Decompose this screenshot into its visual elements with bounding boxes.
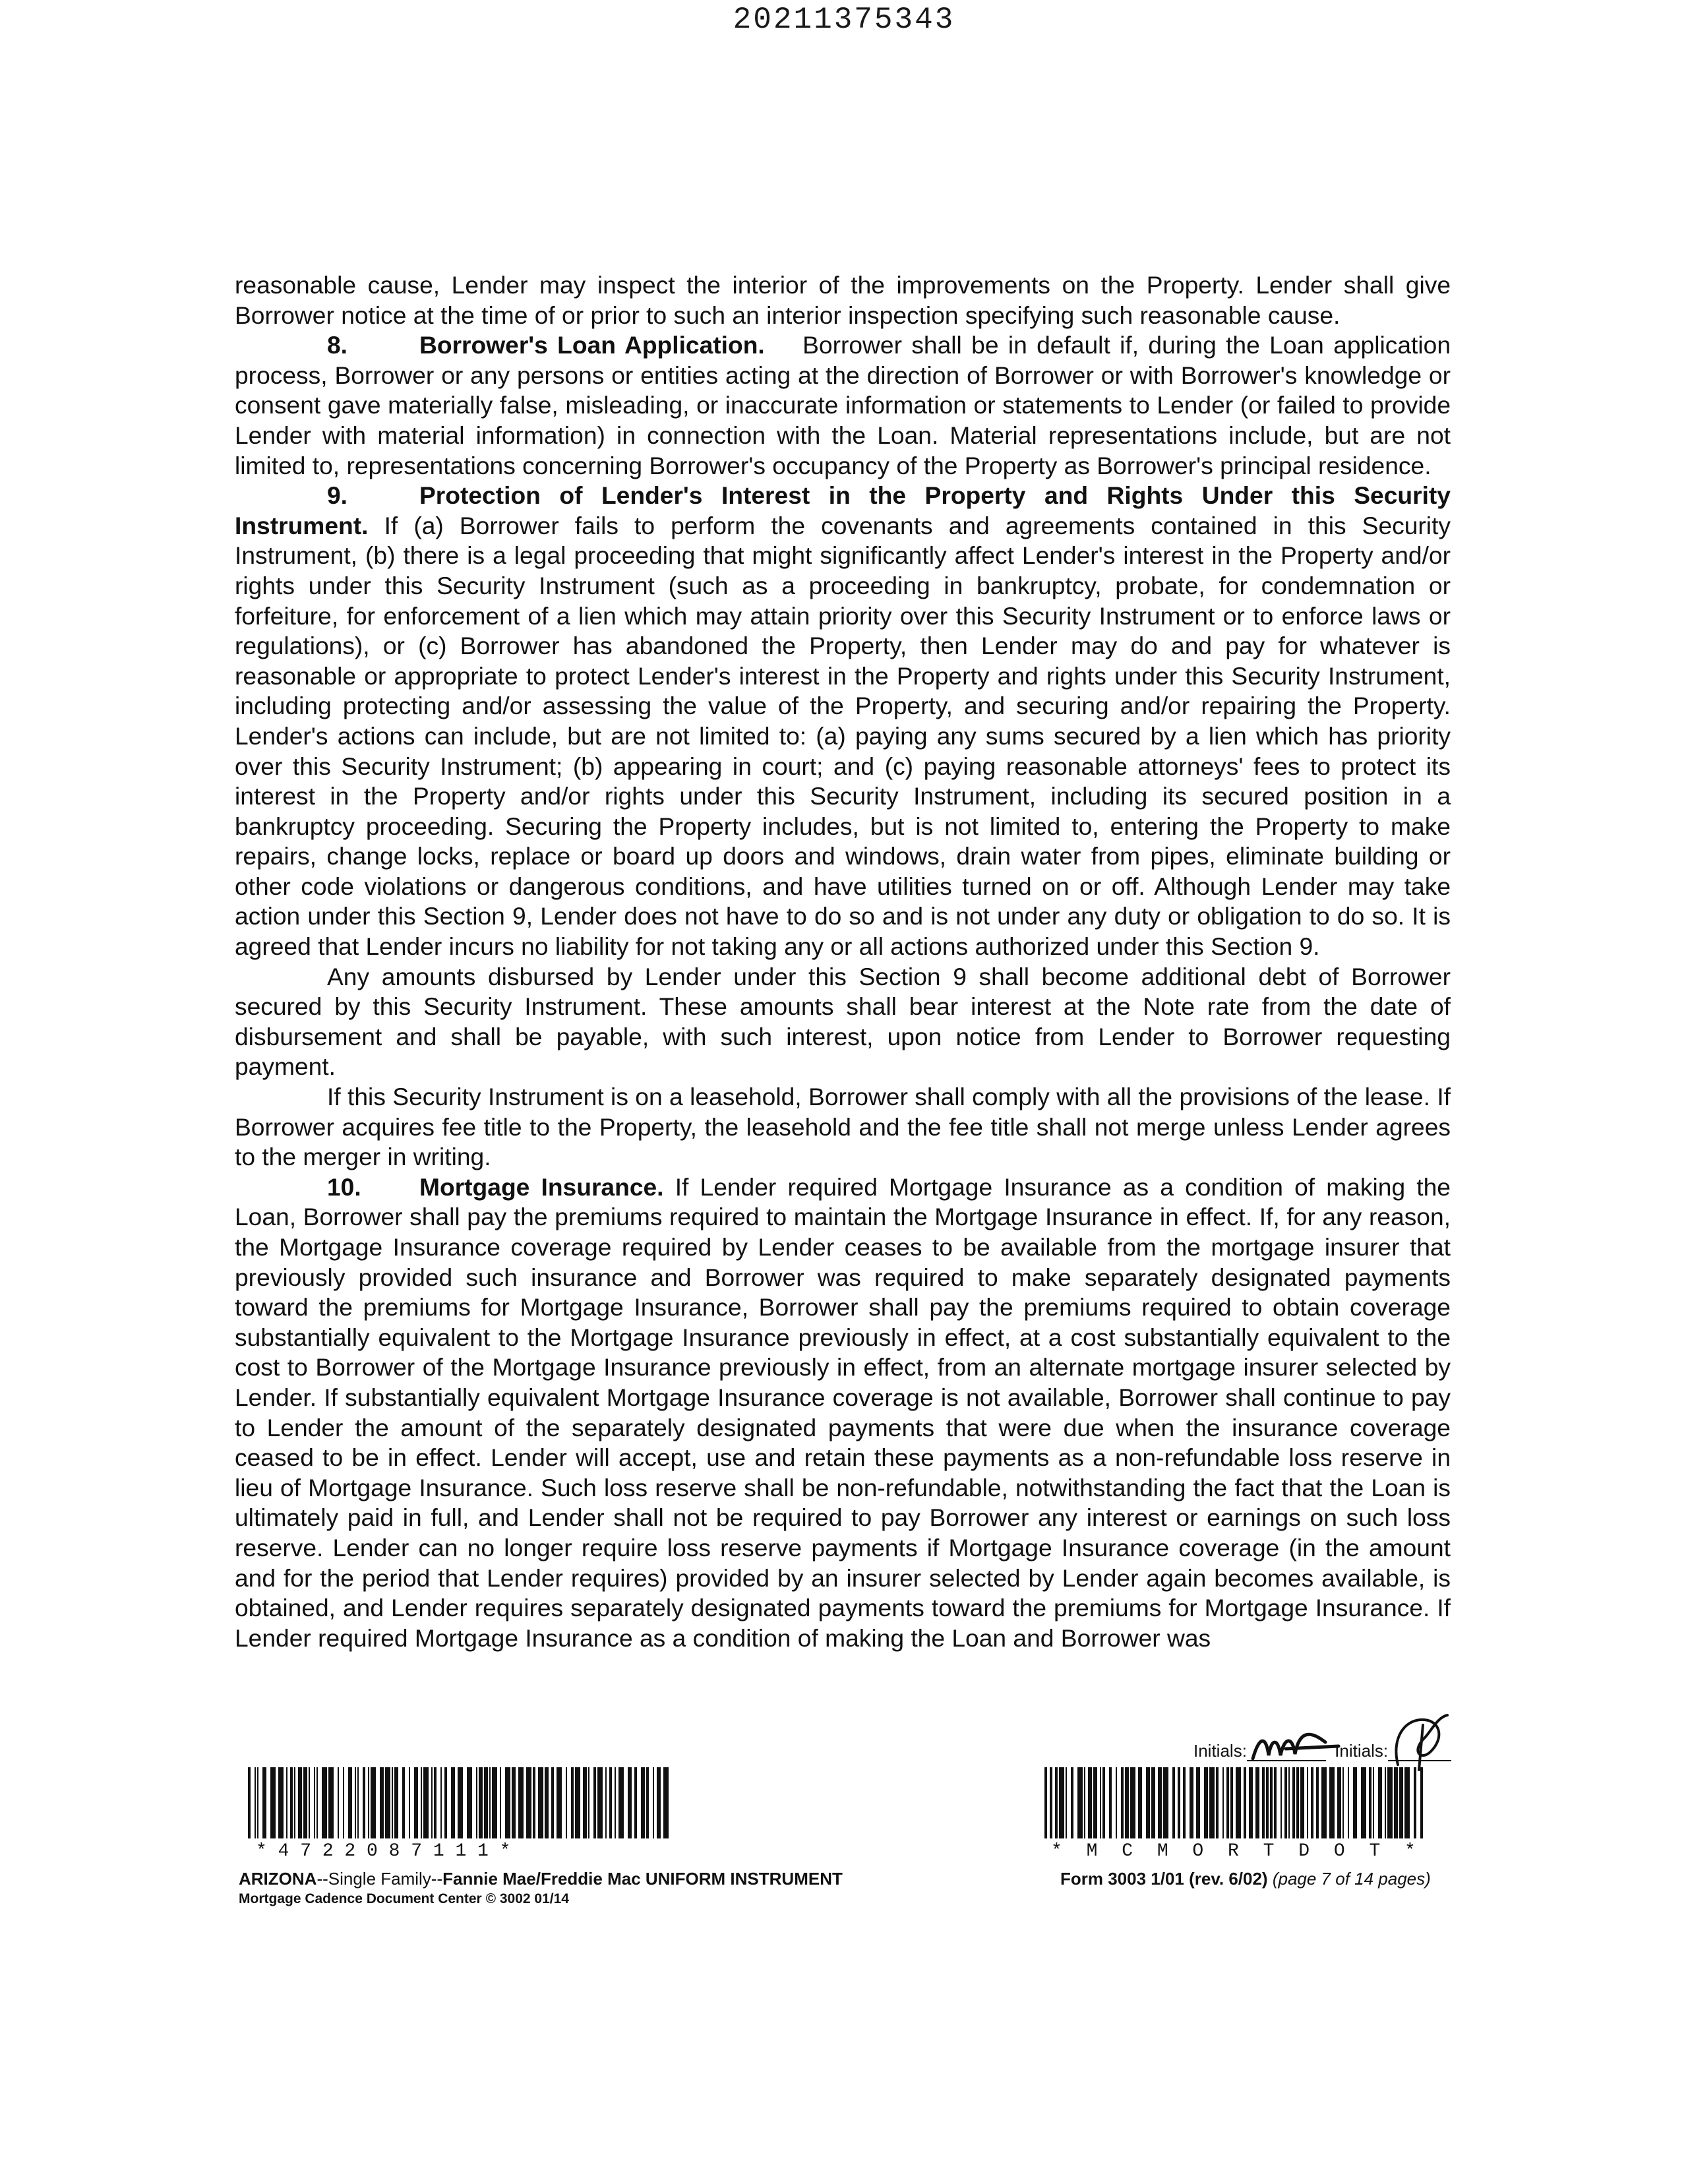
barcode-bar [1369,1767,1372,1838]
initials-label-2: Initials: [1335,1741,1389,1761]
barcode-bar [605,1767,607,1838]
barcode-bar [657,1767,661,1838]
barcode-bar [1077,1767,1083,1838]
section-9-paragraph-2: Any amounts disbursed by Lender under this Section 9 shall become additional debt of Borrower secured by this Security Instrument. These amounts shall bear interest at the Note rate from the date of disbursement and shall be payable, with such interest, upon notice from Lender to Borrower requesting payment. [235,962,1451,1081]
initials-label-1: Initials: [1193,1741,1247,1761]
barcode-bar [1050,1767,1052,1838]
footer-family: --Single Family-- [316,1869,443,1889]
barcode-bar [394,1767,398,1838]
barcode-bar [588,1767,589,1838]
section-8-text: Borrower shall be in default if, during the Loan application process, Borrower or any persons or entities acting at the direction of Borrower or with Borrower's knowledge or consent gave materially false, misleading, or inaccurate information or statements to Lender (or failed to provide Lender with material information) in connection with the Loan. Material representations include, but are not limited to, representations concerning Borrower's occupancy of the Property as Borrower's principal residence. [235,331,1451,479]
barcode-bar [1084,1767,1085,1838]
barcode-bar [458,1767,463,1838]
barcode-bar [1337,1767,1341,1838]
barcode-bar [309,1767,310,1838]
document-number: 20211375343 [733,3,955,37]
barcode-bar [1196,1767,1200,1838]
barcode-bar [1116,1767,1117,1838]
footer-form-line [1060,1869,1431,1889]
barcode-bar [1385,1767,1386,1838]
barcode-bar [663,1767,669,1838]
barcode-bar [1059,1767,1064,1838]
barcode-bar [357,1767,359,1838]
barcode-bar [1071,1767,1073,1838]
barcode-bar [355,1767,356,1838]
barcode-bar [634,1767,637,1838]
barcode-bar [505,1767,510,1838]
barcode-bar [1230,1767,1233,1838]
barcode-bar [653,1767,654,1838]
barcode-bar [545,1767,549,1838]
barcode-bar [1190,1767,1193,1838]
barcode-bar [1088,1767,1092,1838]
barcode-right [1044,1767,1430,1838]
barcode-bar [343,1767,344,1838]
barcode-bar [338,1767,339,1838]
barcode-bar [1044,1767,1047,1838]
barcode-bar [1292,1767,1295,1838]
barcode-bar [1311,1767,1313,1838]
section-8-title: Borrower's Loan Application. [419,331,765,359]
barcode-bar [1420,1767,1423,1838]
barcode-bar [538,1767,543,1838]
barcode-bar [1249,1767,1253,1838]
barcode-bar [371,1767,376,1838]
barcode-bar [270,1767,276,1838]
barcode-bar [1125,1767,1129,1838]
barcode-bar [641,1767,645,1838]
barcode-bar [298,1767,302,1838]
footer-state: ARIZONA [239,1869,317,1889]
barcode-bar [1281,1767,1282,1838]
barcode-bar [286,1767,287,1838]
barcode-bar [1316,1767,1319,1838]
barcode-bar [1329,1767,1335,1838]
barcode-bar [1342,1767,1344,1838]
barcode-bar [533,1767,535,1838]
barcode-bar [1244,1767,1246,1838]
footer-instrument: Fannie Mae/Freddie Mac UNIFORM INSTRUMENT [442,1869,843,1889]
barcode-bar [444,1767,447,1838]
barcode-bar [423,1767,429,1838]
barcode-bar [500,1767,501,1838]
footer-instrument-line [239,1869,843,1889]
barcode-bar [1373,1767,1374,1838]
barcode-bar [1121,1767,1124,1838]
footer-form: Form 3003 1/01 (rev. 6/02) [1060,1869,1268,1889]
barcode-bar [1236,1767,1241,1838]
section-8 [235,330,1451,481]
barcode-bar [1151,1767,1155,1838]
barcode-bar [1404,1767,1410,1838]
barcode-bar [479,1767,483,1838]
barcode-bar [1274,1767,1277,1838]
barcode-bar [421,1767,422,1838]
barcode-bar [368,1767,369,1838]
barcode-bar [1130,1767,1135,1838]
section-10-title: Mortgage Insurance. [419,1172,664,1201]
barcode-bar [1204,1767,1208,1838]
section-10-text: If Lender required Mortgage Insurance as a condition of making the Loan, Borrower shall pay the premiums required to maintain the Mortgage Insurance in effect. If, for any reason, the Mortgage Insurance coverage required by Lender ceases to be available from the mortgage insurer that previously provided such insurance and Borrower was required to make separately designated payments toward the premiums for Mortgage Insurance, Borrower shall pay the premiums required to obtain coverage substantially equivalent to the Mortgage Insurance previously in effect, at a cost substantially equivalent to the cost to Borrower of the Mortgage Insurance previously in effect, from an alternate mortgage insurer selected by Lender. If substantially equivalent Mortgage Insurance coverage is not available, Borrower shall continue to pay to Lender the amount of the separately designated payments that were due when the insurance coverage ceased to be in effect. Lender will accept, use and retain these payments as a non-refundable loss reserve in lieu of Mortgage Insurance. Such loss reserve shall be non-refundable, notwithstanding the fact that the Loan is ultimately paid in full, and Lender shall not be required to pay Borrower any interest or earnings on such loss reserve. Lender can no longer require loss reserve payments if Mortgage Insurance coverage (in the amount and for the period that Lender requires) provided by an insurer selected by Lender again becomes available, is obtained, and Lender requires separately designated payments toward the premiums for Mortgage Insurance. If Lender required Mortgage Insurance as a condition of making the Loan and Borrower was [235,1172,1451,1652]
barcode-bar [434,1767,437,1838]
barcode-bar [363,1767,365,1838]
barcode-bar [1066,1767,1067,1838]
barcode-bar [1209,1767,1215,1838]
barcode-bar [1300,1767,1304,1838]
section-10-number: 10. [327,1172,361,1201]
barcode-bar [646,1767,649,1838]
barcode-bar [476,1767,477,1838]
barcode-bar [551,1767,554,1838]
barcode-bar [328,1767,334,1838]
section-9-title: Protection of Lender's Interest in the Property and Rights Under this Security Instrument. [235,481,1451,539]
barcode-bar [392,1767,393,1838]
barcode-bar [609,1767,612,1838]
barcode-bar [414,1767,418,1838]
barcode-bar [571,1767,574,1838]
barcode-bar [1378,1767,1382,1838]
barcode-bar [489,1767,491,1838]
barcode-bar [618,1767,624,1838]
barcode-bar [1138,1767,1142,1838]
barcode-right-caption: * M C M O R T D O T * [1051,1841,1422,1862]
barcode-bar [512,1767,516,1838]
section-9-number: 9. [327,481,348,510]
barcode-bar [1146,1767,1150,1838]
barcode-bar [575,1767,580,1838]
barcode-bar [1163,1767,1168,1838]
barcode-bar [1296,1767,1299,1838]
barcode-bar [1270,1767,1273,1838]
barcode-bar [557,1767,562,1838]
barcode-bar [385,1767,390,1838]
barcode-bar [380,1767,384,1838]
barcode-left [248,1767,670,1838]
barcode-left-caption: * 4 7 2 2 0 8 7 1 1 1 * [256,1841,511,1862]
barcode-bar [1414,1767,1416,1838]
barcode-bar [440,1767,442,1838]
barcode-bar [492,1767,497,1838]
barcode-bar [409,1767,410,1838]
barcode-bar [1255,1767,1259,1838]
barcode-bar [1399,1767,1403,1838]
barcode-bar [1178,1767,1180,1838]
barcode-bar [314,1767,315,1838]
footer-page: (page 7 of 14 pages) [1272,1869,1431,1889]
barcode-bar [597,1767,603,1838]
barcode-bar [294,1767,295,1838]
barcode-bar [1307,1767,1308,1838]
barcode-bar [1109,1767,1112,1838]
barcode-bar [1226,1767,1229,1838]
barcode-bar [526,1767,531,1838]
section-9 [235,481,1451,962]
barcode-bar [431,1767,433,1838]
barcode-bar [255,1767,256,1838]
barcode-bar [484,1767,488,1838]
barcode-bar [1348,1767,1349,1838]
barcode-bar [566,1767,567,1838]
barcode-bar [348,1767,352,1838]
barcode-bar [593,1767,596,1838]
barcode-bar [1183,1767,1186,1838]
barcode-bar [1158,1767,1162,1838]
barcode-bar [615,1767,616,1838]
barcode-bar [1361,1767,1366,1838]
barcode-bar [278,1767,284,1838]
barcode-bar [262,1767,266,1838]
barcode-bar [1387,1767,1393,1838]
barcode-bar [248,1767,251,1838]
paragraph-intro: reasonable cause, Lender may inspect the interior of the improvements on the Property. Lender shall give Borrower notice at the time of or prior to such an interior inspection specifying such reasonable cause. [235,271,1451,329]
barcode-bar [1321,1767,1327,1838]
initials-signature-2-icon [1385,1712,1457,1771]
barcode-bar [518,1767,524,1838]
section-8-number: 8. [327,331,348,359]
barcode-bar [1394,1767,1398,1838]
initials-signature-1-icon [1246,1722,1345,1769]
barcode-bar [290,1767,293,1838]
barcode-bar [1055,1767,1058,1838]
barcode-bar [1093,1767,1097,1838]
document-body [235,270,1451,1653]
barcode-bar [628,1767,632,1838]
barcode-bar [303,1767,307,1838]
barcode-bar [1102,1767,1105,1838]
barcode-bar [402,1767,405,1838]
barcode-bar [1222,1767,1224,1838]
barcode-bar [1288,1767,1290,1838]
barcode-bar [322,1767,327,1838]
section-9-text: If (a) Borrower fails to perform the covenants and agreements contained in this Security Instrument, (b) there is a legal proceeding that might significantly affect Lender's interest in the Property and/or rights under this Security Instrument (such as a proceeding in bankruptcy, probate, for condemnation or forfeiture, for enforcement of a lien which may attain priority over this Security Instrument or to enforce laws or regulations), or (c) Borrower has abandoned the Property, then Lender may do and pay for whatever is reasonable or appropriate to protect Lender's interest in the Property and rights under this Security Instrument, including protecting and/or assessing the value of the Property, and securing and/or repairing the Property. Lender's actions can include, but are not limited to: (a) paying any sums secured by a lien which has priority over this Security Instrument; (b) appearing in court; and (c) paying reasonable attorneys' fees to protect its interest in the Property and/or rights under this Security Instrument, including its secured position in a bankruptcy proceeding. Securing the Property includes, but is not limited to, entering the Property to make repairs, change locks, replace or board up doors and windows, drain water from pipes, eliminate building or other code violations or dangerous conditions, and have utilities turned on or off. Although Lender may take action under this Section 9, Lender does not have to do so and is not under any duty or obligation to do so. It is agreed that Lender incurs no liability for not taking any or all actions authorized under this Section 9. [235,511,1451,961]
barcode-bar [1262,1767,1265,1838]
section-9-paragraph-3: If this Security Instrument is on a leasehold, Borrower shall comply with all the provisions of the lease. If Borrower acquires fee title to the Property, the leasehold and the fee title shall not merge unless Lender agrees to the merger in writing. [235,1083,1451,1171]
footer-document-center: Mortgage Cadence Document Center © 3002 01/14 [239,1891,569,1906]
barcode-bar [316,1767,318,1838]
barcode-bar [1353,1767,1357,1838]
barcode-bar [451,1767,455,1838]
barcode-bar [583,1767,587,1838]
barcode-bar [1266,1767,1269,1838]
barcode-bar [1100,1767,1101,1838]
barcode-bar [1216,1767,1219,1838]
barcode-bar [1172,1767,1175,1838]
barcode-bar [467,1767,472,1838]
barcode-bar [1284,1767,1287,1838]
section-10 [235,1172,1451,1654]
barcode-bar [257,1767,258,1838]
